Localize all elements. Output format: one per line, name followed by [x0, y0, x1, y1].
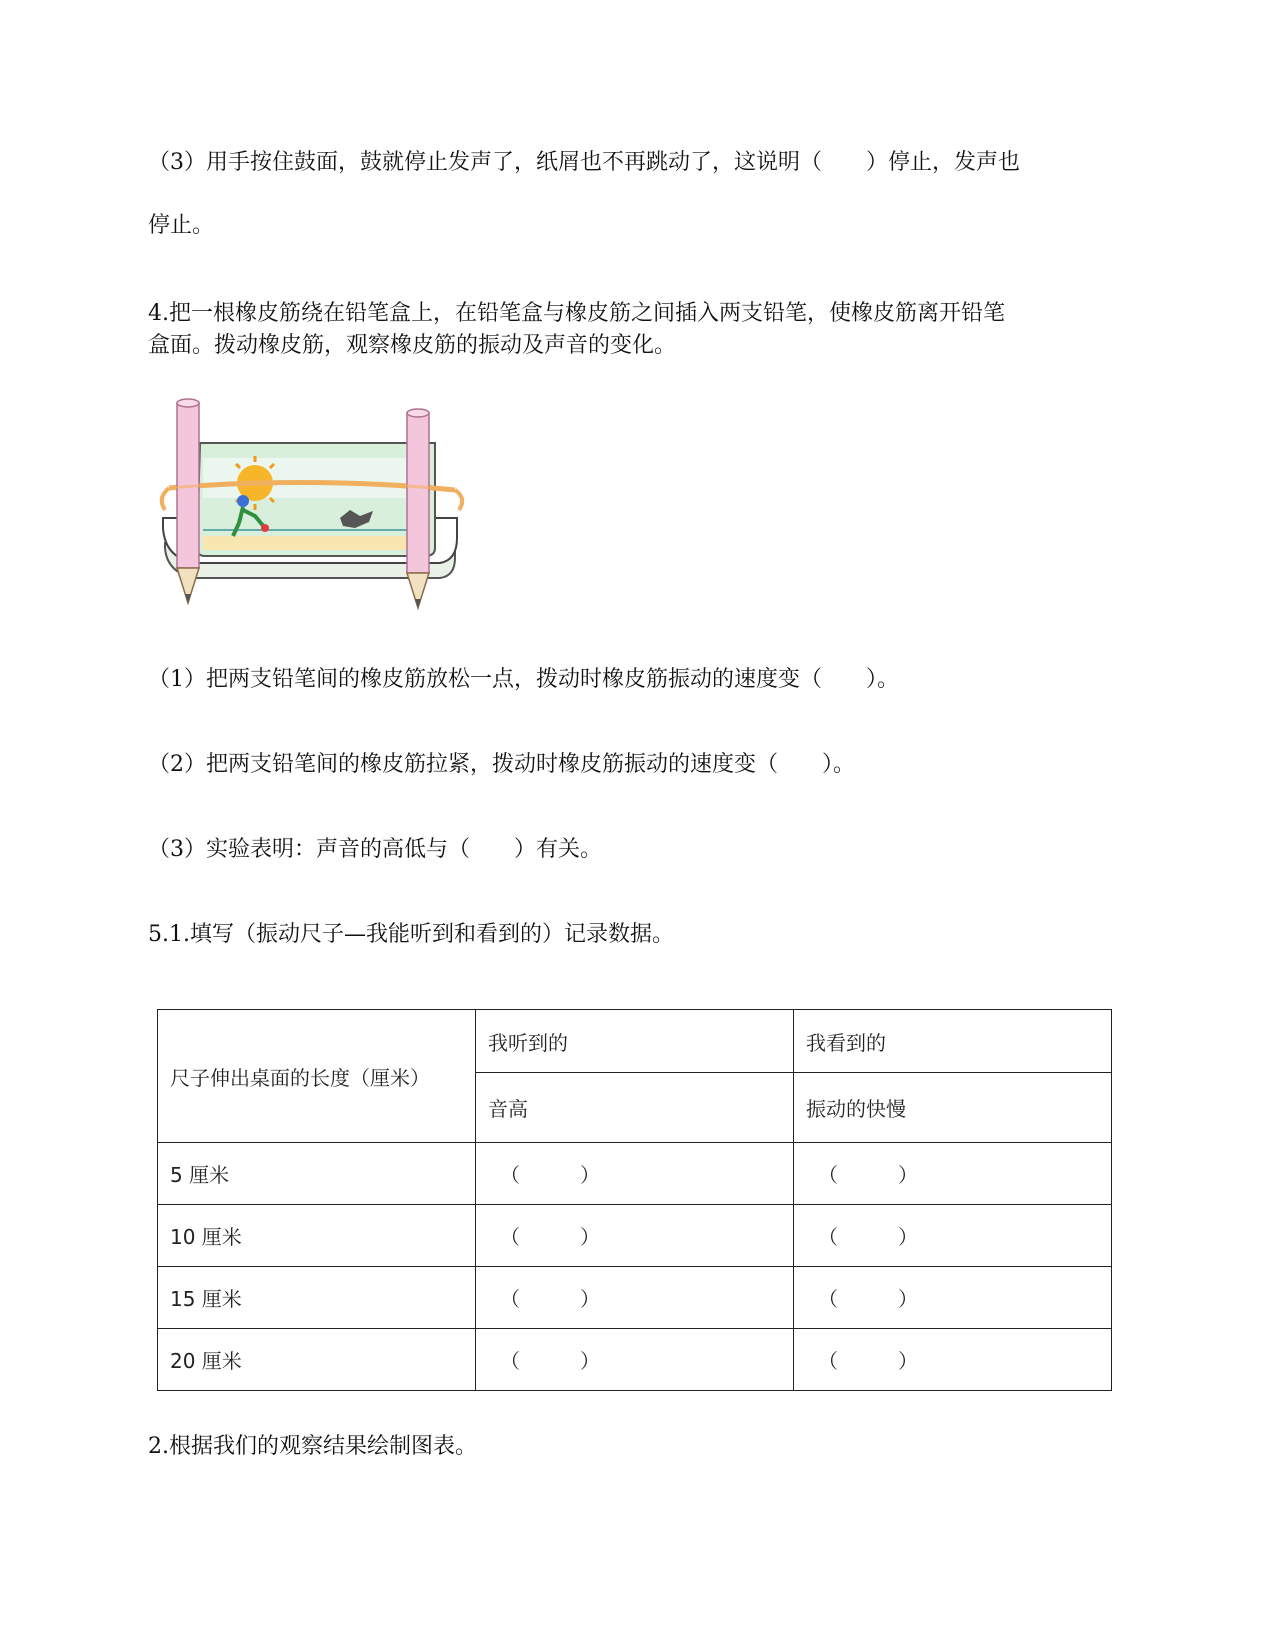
q5-2-instruction: 2.根据我们的观察结果绘制图表。 [148, 1434, 477, 1459]
pencil-box-rubber-band-illustration [155, 398, 475, 618]
col-heard-header: 我听到的 [476, 1010, 794, 1073]
vibration-record-table [157, 1009, 1112, 1391]
heard-blank-cell[interactable]: （ ） [476, 1329, 794, 1391]
length-cell: 5 厘米 [158, 1143, 476, 1205]
q4-sub1: （1）把两支铅笔间的橡皮筋放松一点，拨动时橡皮筋振动的速度变（ ）。 [148, 667, 899, 692]
col-seen-header: 我看到的 [794, 1010, 1112, 1073]
seen-blank-cell[interactable]: （ ） [794, 1143, 1112, 1205]
q4-sub3: （3）实验表明：声音的高低与（ ）有关。 [148, 837, 602, 862]
length-cell: 15 厘米 [158, 1267, 476, 1329]
q4-sub2: （2）把两支铅笔间的橡皮筋拉紧，拨动时橡皮筋振动的速度变（ ）。 [148, 752, 855, 777]
length-cell: 20 厘米 [158, 1329, 476, 1391]
q4-line2: 盒面。拨动橡皮筋，观察橡皮筋的振动及声音的变化。 [148, 333, 677, 358]
left-pencil [177, 399, 199, 603]
q3-3-line2: 停止。 [148, 213, 215, 238]
table-row [158, 1267, 1112, 1329]
q5-title: 5.1.填写（振动尺子—我能听到和看到的）记录数据。 [148, 922, 674, 947]
length-cell: 10 厘米 [158, 1205, 476, 1267]
table-row [158, 1205, 1112, 1267]
sub-heard-header: 音高 [476, 1073, 794, 1143]
heard-blank-cell[interactable]: （ ） [476, 1205, 794, 1267]
table-row [158, 1143, 1112, 1205]
q3-3-line1: （3）用手按住鼓面，鼓就停止发声了，纸屑也不再跳动了，这说明（ ）停止，发声也 [148, 150, 1021, 175]
table-row [158, 1329, 1112, 1391]
heard-blank-cell[interactable]: （ ） [476, 1267, 794, 1329]
right-pencil [407, 409, 429, 608]
seen-blank-cell[interactable]: （ ） [794, 1267, 1112, 1329]
seen-blank-cell[interactable]: （ ） [794, 1205, 1112, 1267]
q4-line1: 4.把一根橡皮筋绕在铅笔盒上，在铅笔盒与橡皮筋之间插入两支铅笔，使橡皮筋离开铅笔 [148, 301, 1005, 326]
row-header-cell: 尺子伸出桌面的长度（厘米） [158, 1010, 476, 1143]
seen-blank-cell[interactable]: （ ） [794, 1329, 1112, 1391]
sub-seen-header: 振动的快慢 [794, 1073, 1112, 1143]
heard-blank-cell[interactable]: （ ） [476, 1143, 794, 1205]
